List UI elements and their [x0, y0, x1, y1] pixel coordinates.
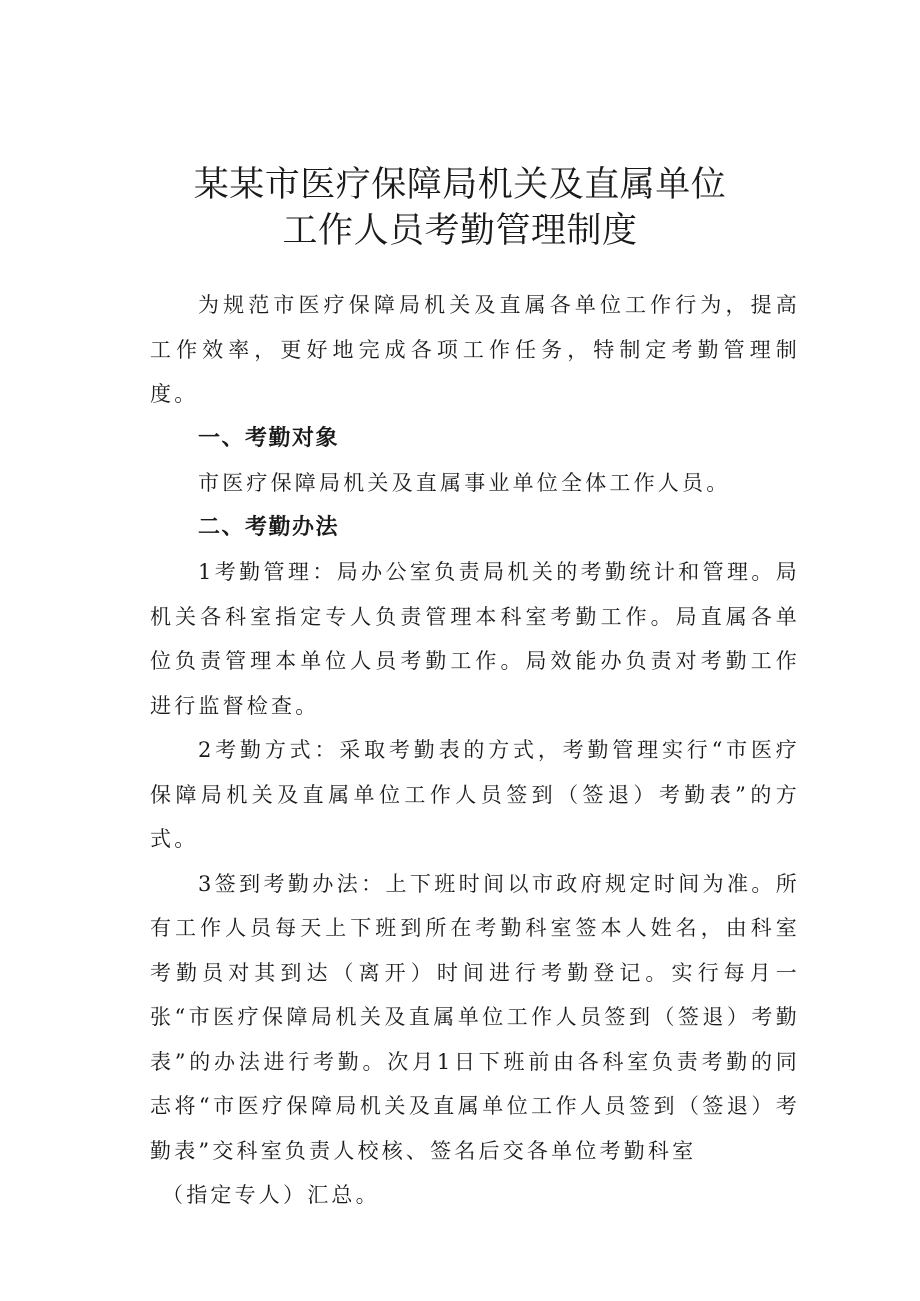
section-heading-attendance-method: 二、考勤办法 [198, 514, 340, 540]
document-title-line-1: 某某市医疗保障局机关及直属单位 [193, 165, 727, 205]
item-2-paragraph: 2考勤方式：采取考勤表的方式，考勤管理实行“市医疗保障局机关及直属单位工作人员签到（签退）考勤表”的方式。 [150, 738, 800, 851]
section-1-paragraph: 市医疗保障局机关及直属事业单位全体工作人员。 [198, 471, 731, 495]
item-3-tail-wrapper [150, 1173, 800, 1218]
document-body [150, 283, 800, 1218]
item-3-paragraph: 3签到考勤办法：上下班时间以市政府规定时间为准。所有工作人员每天上下班到所在考勤科室签本人姓名，由科室考勤员对其到达（离开）时间进行考勤登记。实行每月一张“市医疗保障局机关及直属单位工作人员签到（签退）考勤表”的办法进行考勤。次月1日下班前由各科室负责考勤的同志将“市医疗保障局机关及直属单位工作人员签到（签退）考勤表”交科室负责人校核、签名后交各单位考勤科室 [150, 871, 800, 1163]
item-1-paragraph: 1考勤管理：局办公室负责局机关的考勤统计和管理。局机关各科室指定专人负责管理本科室考勤工作。局直属各单位负责管理本单位人员考勤工作。局效能办负责对考勤工作进行监督检查。 [150, 560, 800, 718]
item-3-tail: （指定专人）汇总。 [162, 1183, 380, 1207]
document-title-line-2: 工作人员考勤管理制度 [282, 211, 638, 251]
section-heading-attendance-scope: 一、考勤对象 [198, 425, 340, 451]
intro-paragraph: 为规范市医疗保障局机关及直属各单位工作行为，提高工作效率，更好地完成各项工作任务，特制定考勤管理制度。 [150, 293, 800, 406]
